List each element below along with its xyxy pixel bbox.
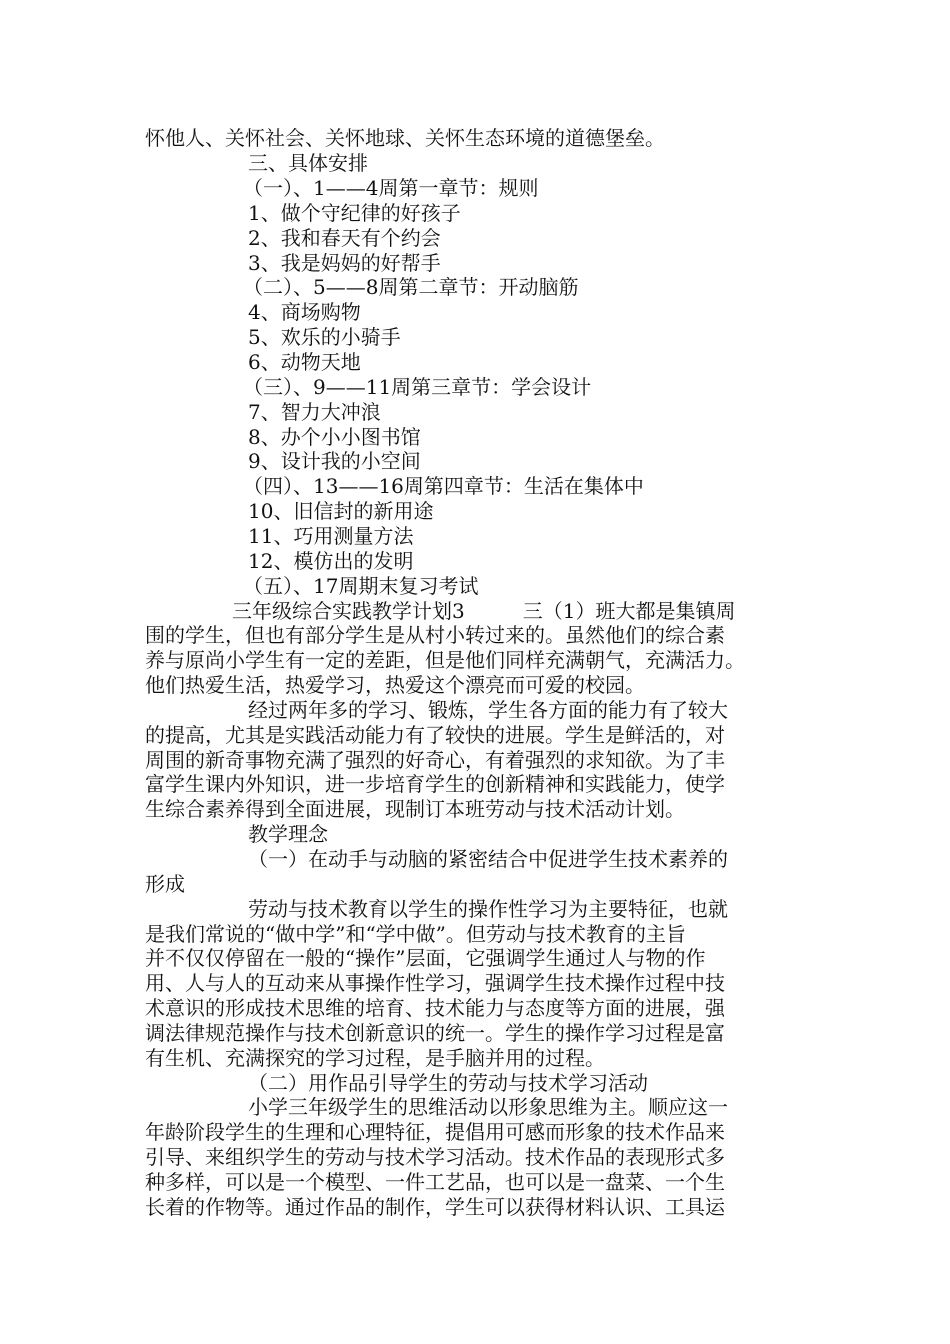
text-line: 怀他人、关怀社会、关怀地球、关怀生态环境的道德堡垒。 [145, 126, 665, 150]
text-line: 他们热爱生活，热爱学习，热爱这个漂亮而可爱的校园。 [145, 673, 645, 697]
paragraph-start: 小学三年级学生的思维活动以形象思维为主。顺应这一 [248, 1095, 728, 1119]
text-line: 有生机、充满探究的学习过程，是手脑并用的过程。 [145, 1046, 605, 1070]
list-item: 3、我是妈妈的好帮手 [248, 251, 441, 275]
chapter-heading: （五）、17周期末复习考试 [243, 574, 479, 598]
text-line: 周围的新奇事物充满了强烈的好奇心，有着强烈的求知欲。为了丰 [145, 748, 725, 772]
section-heading: 三、具体安排 [248, 151, 368, 175]
chapter-heading: （三）、9——11周第三章节：学会设计 [243, 375, 592, 399]
text-line: 术意识的形成技术思维的培育、技术能力与态度等方面的进展，强 [145, 996, 725, 1020]
list-item: 9、设计我的小空间 [248, 449, 421, 473]
list-item: 4、商场购物 [248, 300, 361, 324]
list-item: 2、我和春天有个约会 [248, 226, 441, 250]
list-item: 1、做个守纪律的好孩子 [248, 201, 461, 225]
text-line: 围的学生，但也有部分学生是从村小转过来的。虽然他们的综合素 [145, 623, 725, 647]
text-line: 年龄阶段学生的生理和心理特征，提倡用可感而形象的技术作品来 [145, 1120, 725, 1144]
list-item: 6、动物天地 [248, 350, 361, 374]
list-item: 11、巧用测量方法 [248, 524, 414, 548]
paragraph-start: 经过两年多的学习、锻炼，学生各方面的能力有了较大 [248, 698, 728, 722]
plan-title-line [232, 599, 902, 624]
subsection-heading: （二）用作品引导学生的劳动与技术学习活动 [248, 1071, 648, 1095]
list-item: 7、智力大冲浪 [248, 400, 381, 424]
text-line: 生综合素养得到全面进展，现制订本班劳动与技术活动计划。 [145, 797, 685, 821]
chapter-heading: （二）、5——8周第二章节：开动脑筋 [243, 275, 579, 299]
text-line: 富学生课内外知识，进一步培育学生的创新精神和实践能力，使学 [145, 772, 725, 796]
text-line: 用、人与人的互动来从事操作性学习，强调学生技术操作过程中技 [145, 971, 725, 995]
text-line: 长着的作物等。通过作品的制作，学生可以获得材料认识、工具运 [145, 1195, 725, 1219]
text-line: 的提高，尤其是实践活动能力有了较快的进展。学生是鲜活的，对 [145, 723, 725, 747]
subsection-heading: （一）在动手与动脑的紧密结合中促进学生技术素养的 [248, 847, 728, 871]
plan-title: 三年级综合实践教学计划3 [232, 599, 465, 623]
text-line: 种多样，可以是一个模型、一件工艺品，也可以是一盘菜、一个生 [145, 1170, 725, 1194]
section-heading: 教学理念 [248, 822, 328, 846]
paragraph-start: 劳动与技术教育以学生的操作性学习为主要特征，也就 [248, 897, 728, 921]
list-item: 10、旧信封的新用途 [248, 499, 434, 523]
chapter-heading: （四）、13——16周第四章节：生活在集体中 [243, 474, 644, 498]
text-line: 是我们常说的“做中学”和“学中做”。但劳动与技术教育的主旨 [145, 922, 686, 946]
list-item: 8、办个小小图书馆 [248, 425, 421, 449]
text-line: 引导、来组织学生的劳动与技术学习活动。技术作品的表现形式多 [145, 1145, 725, 1169]
class-intro: 三（1）班大都是集镇周 [522, 599, 736, 623]
text-line: 养与原尚小学生有一定的差距，但是他们同样充满朝气，充满活力。 [145, 648, 745, 672]
text-line: 调法律规范操作与技术创新意识的统一。学生的操作学习过程是富 [145, 1021, 725, 1045]
list-item: 5、欢乐的小骑手 [248, 325, 401, 349]
chapter-heading: （一）、1——4周第一章节：规则 [243, 176, 539, 200]
text-line: 形成 [145, 872, 185, 896]
list-item: 12、模仿出的发明 [248, 549, 414, 573]
text-line: 并不仅仅停留在一般的“操作”层面，它强调学生通过人与物的作 [145, 946, 706, 970]
